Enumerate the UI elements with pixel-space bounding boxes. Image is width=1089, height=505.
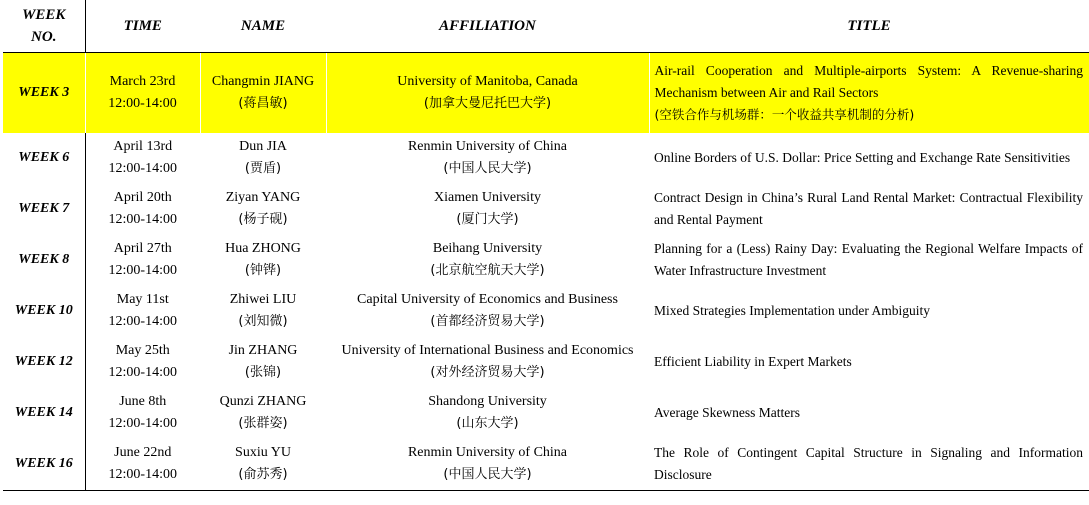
header-row — [3, 0, 1089, 53]
time-cell — [85, 336, 200, 387]
speaker-name-cn: (蒋昌敏) — [238, 96, 288, 111]
week-number: WEEK 8 — [3, 234, 85, 285]
speaker-name-cn: (钟铧) — [244, 262, 282, 278]
table-row — [3, 387, 1089, 438]
affiliation-cell — [326, 285, 649, 336]
time-text: 12:00-14:00 — [108, 415, 177, 431]
talk-title-en: Planning for a (Less) Rainy Day: Evaluating the Regional Welfare Impacts of Water Infrastructure Investment — [654, 240, 1083, 278]
affiliation-en: Renmin University of China — [407, 445, 568, 460]
week-number: WEEK 12 — [3, 336, 85, 387]
week-number: WEEK 6 — [3, 133, 85, 183]
affiliation-cell — [326, 387, 649, 438]
date-text: March 23rd — [109, 74, 176, 89]
time-text: 12:00-14:00 — [108, 364, 177, 380]
header-affiliation: AFFILIATION — [326, 0, 649, 53]
time-text: 12:00-14:00 — [108, 211, 177, 227]
affiliation-en: University of Manitoba, Canada — [397, 74, 578, 89]
name-cell — [200, 285, 326, 336]
title-cell — [649, 387, 1089, 438]
header-name: NAME — [200, 0, 326, 53]
speaker-name-en: Suxiu YU — [235, 445, 291, 460]
date-text: April 20th — [113, 189, 172, 205]
talk-title-en: Air-rail Cooperation and Multiple-airports System: A Revenue-sharing Mechanism between Air and Rail Sectors — [654, 63, 1083, 100]
name-cell — [200, 336, 326, 387]
speaker-name-cn: (张锦) — [244, 364, 282, 380]
name-cell — [200, 387, 326, 438]
affiliation-en: Xiamen University — [434, 189, 541, 205]
time-text: 12:00-14:00 — [108, 313, 177, 329]
title-cell — [649, 438, 1089, 491]
affiliation-en: University of International Business and Economics — [341, 342, 634, 358]
date-text: June 8th — [119, 393, 167, 409]
speaker-name-cn: (杨子砚) — [238, 211, 288, 227]
speaker-name-en: Qunzi ZHANG — [219, 393, 307, 409]
affiliation-en: Shandong University — [428, 393, 547, 409]
talk-title-en: Efficient Liability in Expert Markets — [654, 353, 852, 369]
title-cell — [649, 53, 1089, 134]
title-cell — [649, 234, 1089, 285]
table-row — [3, 336, 1089, 387]
table-row — [3, 183, 1089, 234]
speaker-name-en: Jin ZHANG — [228, 342, 298, 358]
affiliation-cell — [326, 438, 649, 491]
week-number: WEEK 14 — [3, 387, 85, 438]
header-week-line1: WEEK — [22, 7, 66, 23]
time-cell — [85, 53, 200, 134]
week-number: WEEK 10 — [3, 285, 85, 336]
name-cell — [200, 183, 326, 234]
affiliation-cn: (北京航空航天大学) — [430, 262, 545, 278]
date-text: April 27th — [113, 240, 172, 256]
name-cell — [200, 234, 326, 285]
affiliation-en: Capital University of Economics and Business — [357, 291, 618, 307]
table-row — [3, 53, 1089, 134]
talk-title-en: Contract Design in China’s Rural Land Rental Market: Contractual Flexibility and Rental Payment — [654, 189, 1083, 227]
affiliation-cn: (山东大学) — [456, 415, 519, 431]
title-cell — [649, 133, 1089, 183]
affiliation-cell — [326, 234, 649, 285]
talk-title-en: Online Borders of U.S. Dollar: Price Setting and Exchange Rate Sensitivities — [654, 150, 1071, 165]
speaker-name-en: Zhiwei LIU — [229, 291, 297, 307]
time-cell — [85, 133, 200, 183]
week-number: WEEK 3 — [3, 53, 85, 134]
time-text: 12:00-14:00 — [108, 96, 177, 111]
date-text: May 11st — [116, 291, 169, 307]
title-cell — [649, 336, 1089, 387]
table-row — [3, 133, 1089, 183]
speaker-name-cn: (张群姿) — [238, 415, 288, 431]
header-week-line2: NO. — [31, 29, 57, 45]
talk-title-en: The Role of Contingent Capital Structure in Signaling and Information Disclosure — [654, 445, 1083, 482]
time-text: 12:00-14:00 — [108, 467, 177, 482]
speaker-name-en: Dun JIA — [239, 139, 287, 154]
time-cell — [85, 234, 200, 285]
week-number: WEEK 16 — [3, 438, 85, 491]
talk-title-cn: (空铁合作与机场群：一个收益共享机制的分析) — [654, 107, 915, 122]
table-header — [3, 0, 1089, 53]
speaker-name-en: Changmin JIANG — [211, 74, 315, 89]
date-text: June 22nd — [114, 445, 172, 460]
name-cell — [200, 53, 326, 134]
speaker-name-cn: (刘知微) — [238, 313, 288, 329]
table-body — [3, 53, 1089, 491]
table-row — [3, 438, 1089, 491]
talk-title-en: Average Skewness Matters — [654, 404, 800, 420]
affiliation-cn: (中国人民大学) — [443, 161, 532, 176]
title-cell — [649, 285, 1089, 336]
affiliation-cn: (厦门大学) — [456, 211, 519, 227]
affiliation-en: Beihang University — [432, 240, 543, 256]
table-row — [3, 234, 1089, 285]
speaker-name-cn: (贾盾) — [244, 161, 282, 176]
affiliation-cn: (对外经济贸易大学) — [430, 364, 545, 380]
affiliation-cn: (首都经济贸易大学) — [430, 313, 545, 329]
affiliation-cell — [326, 53, 649, 134]
talk-title-en: Mixed Strategies Implementation under Ambiguity — [654, 302, 930, 318]
header-title: TITLE — [649, 0, 1089, 53]
speaker-name-cn: (俞苏秀) — [238, 467, 288, 482]
affiliation-cn: (中国人民大学) — [443, 467, 532, 482]
name-cell — [200, 133, 326, 183]
date-text: April 13rd — [113, 139, 173, 154]
affiliation-cell — [326, 133, 649, 183]
speaker-name-en: Ziyan YANG — [225, 189, 301, 205]
time-text: 12:00-14:00 — [108, 161, 177, 176]
time-cell — [85, 285, 200, 336]
header-week-no — [3, 0, 85, 53]
affiliation-en: Renmin University of China — [407, 139, 568, 154]
speaker-name-en: Hua ZHONG — [225, 240, 301, 256]
affiliation-cn: (加拿大曼尼托巴大学) — [423, 96, 552, 111]
name-cell — [200, 438, 326, 491]
time-text: 12:00-14:00 — [108, 262, 177, 278]
time-cell — [85, 183, 200, 234]
time-cell — [85, 438, 200, 491]
seminar-schedule-table — [3, 0, 1089, 491]
date-text: May 25th — [115, 342, 170, 358]
week-number: WEEK 7 — [3, 183, 85, 234]
table-row — [3, 285, 1089, 336]
time-cell — [85, 387, 200, 438]
header-time: TIME — [85, 0, 200, 53]
affiliation-cell — [326, 183, 649, 234]
title-cell — [649, 183, 1089, 234]
affiliation-cell — [326, 336, 649, 387]
